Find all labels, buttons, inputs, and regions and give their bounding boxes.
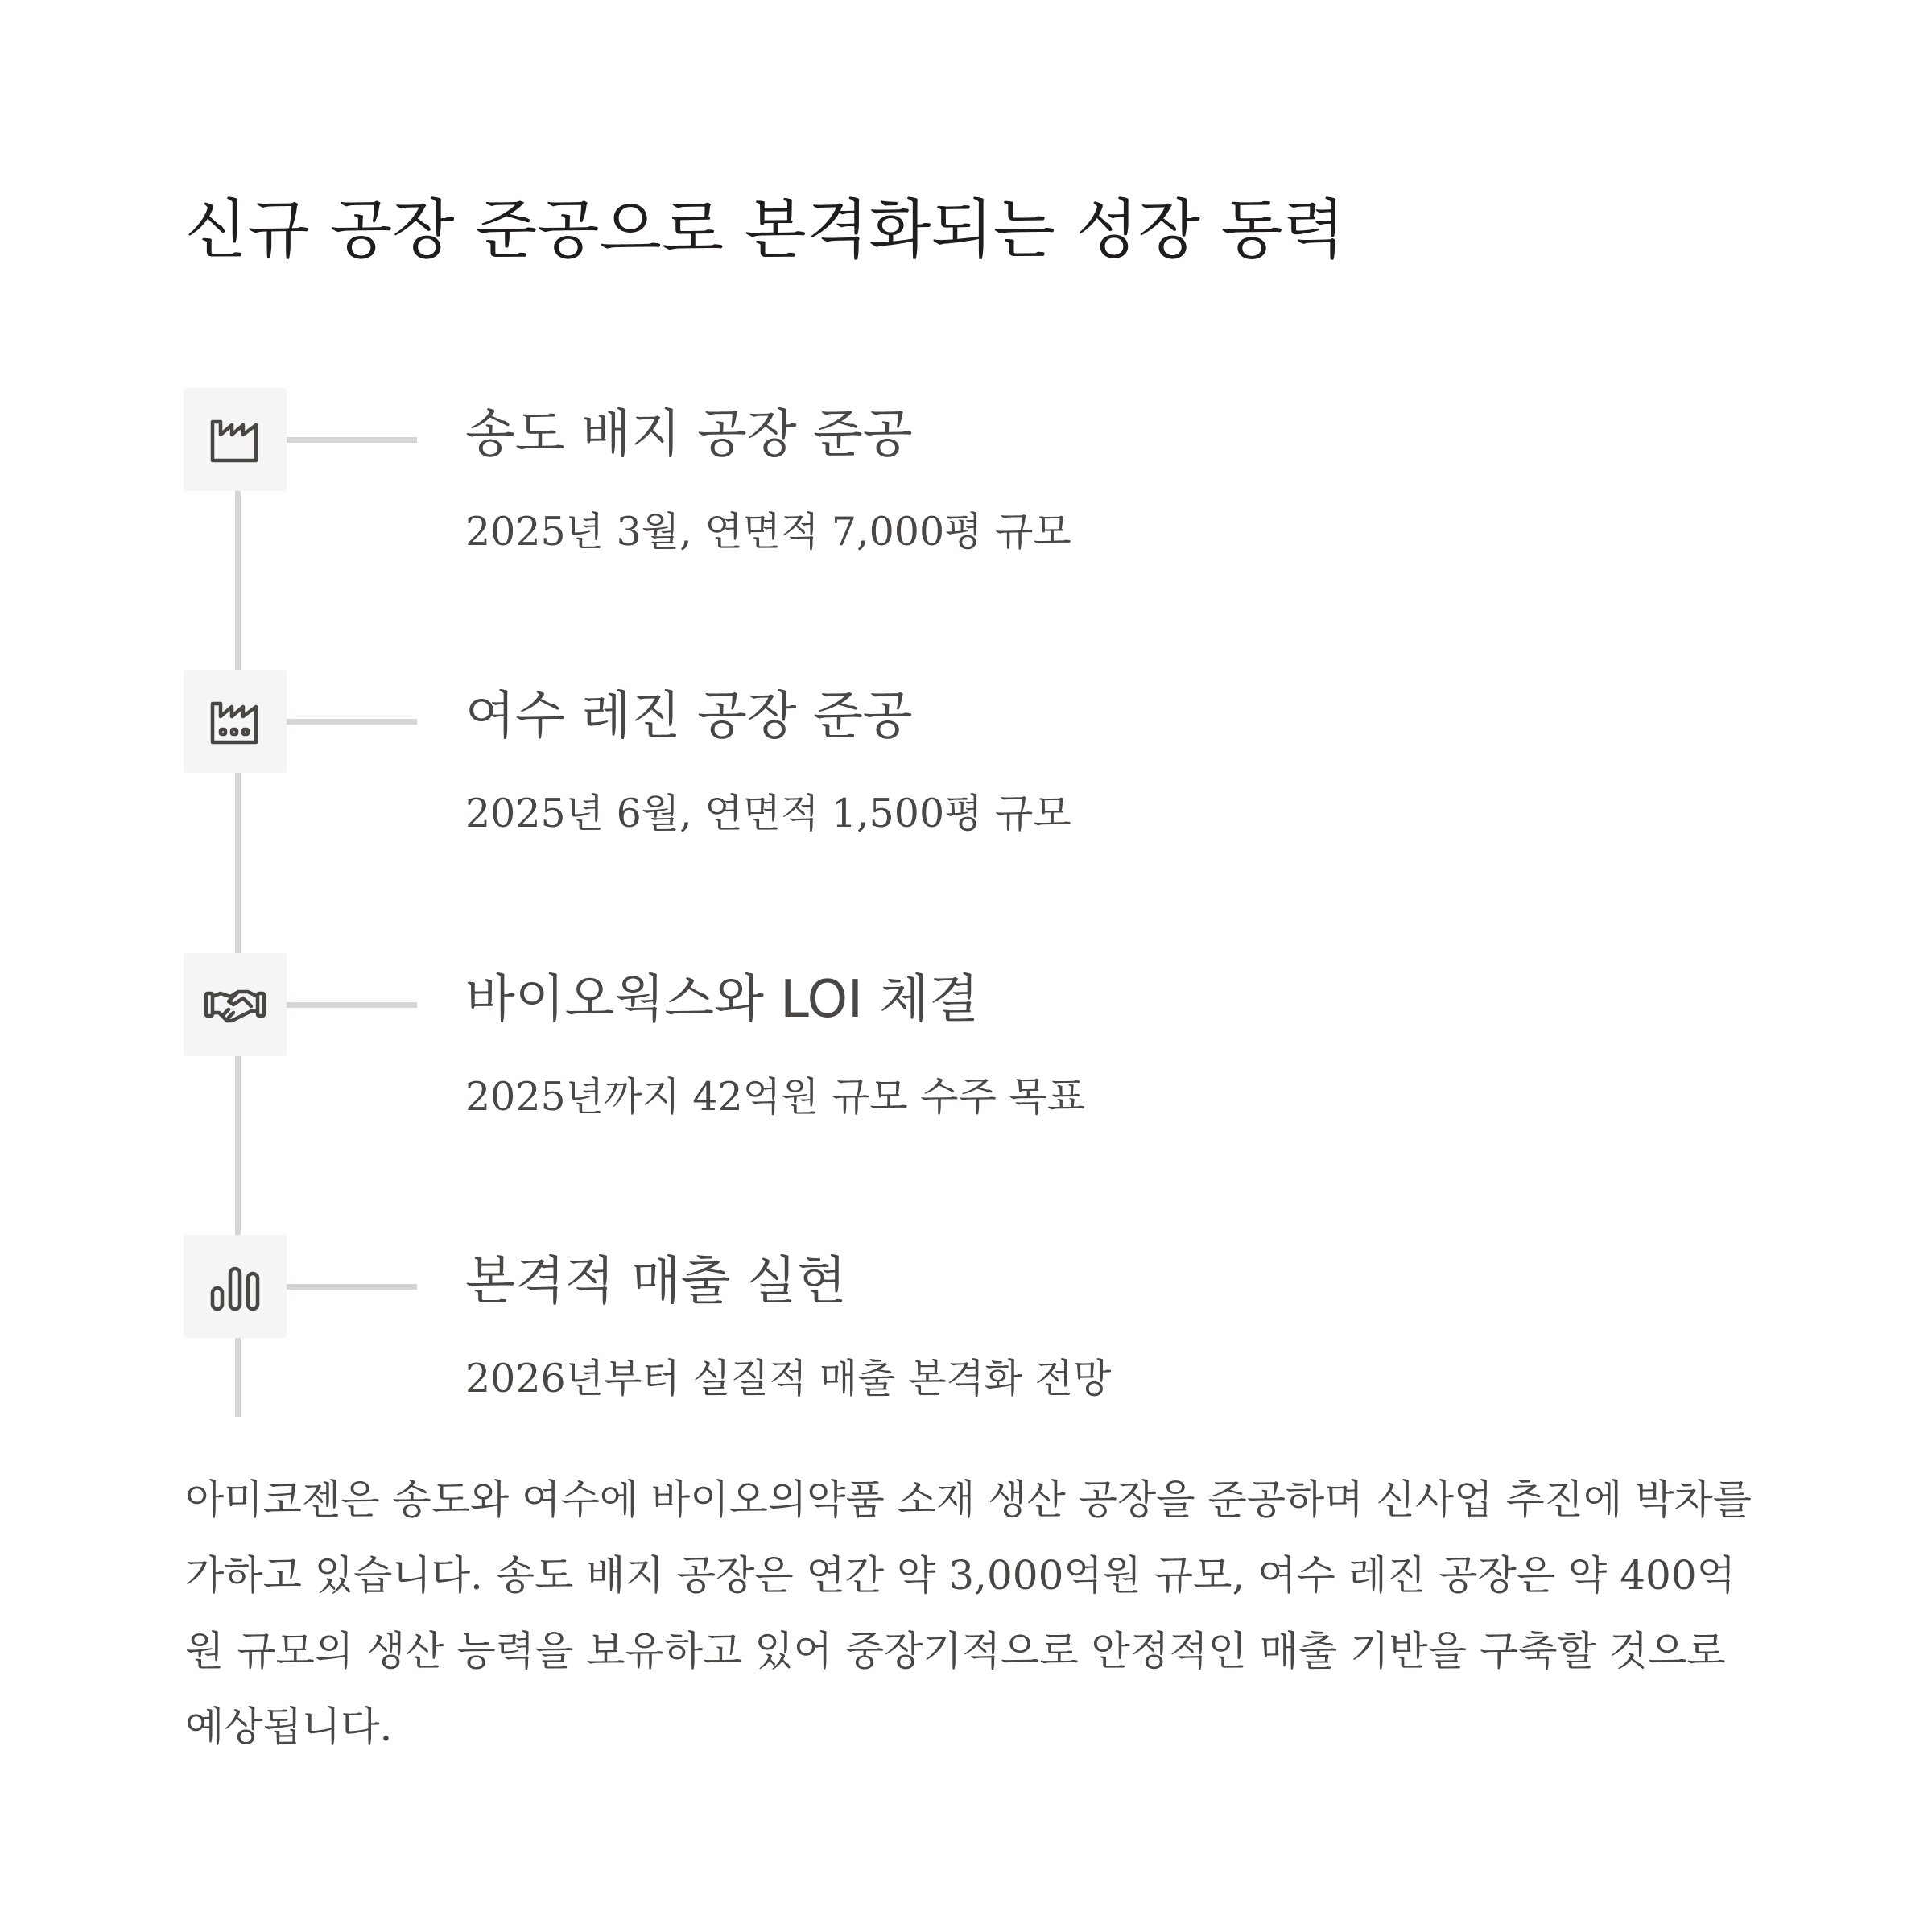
timeline-item-desc: 2025년 6월, 연면적 1,500평 규모 [465,791,1071,836]
timeline-item-revenue [0,1235,1932,1402]
handshake-icon [184,953,287,1056]
bar-chart-icon [184,1235,287,1338]
page-title: 신규 공장 준공으로 본격화되는 성장 동력 [185,192,1345,267]
summary-paragraph: 아미코젠은 송도와 여수에 바이오의약품 소재 생산 공장을 준공하며 신사업 추진에 박차를 가하고 있습니다. 송도 배지 공장은 연간 약 3,000억원 규모, 여수 레진 공장은 약 400억원 규모의 생산 능력을 보유하고 있어 중장기적으로 안정적인 매출 기반을 구축할 것으로 예상됩니다. [185,1476,1752,1750]
timeline-connector [287,437,417,443]
timeline-item-desc: 2025년 3월, 연면적 7,000평 규모 [465,509,1071,555]
timeline-item-title: 여수 레진 공장 준공 [465,687,913,746]
factory-icon [184,388,287,491]
timeline-item-desc: 2025년까지 42억원 규모 수주 목표 [465,1074,1086,1120]
timeline-item-yeosu [0,670,1932,836]
timeline-item-title: 바이오웍스와 LOI 체결 [465,970,979,1030]
timeline-item-songdo [0,388,1932,555]
industrial-factory-icon [184,670,287,773]
timeline-connector [287,1284,417,1290]
timeline-item-title: 본격적 매출 실현 [465,1252,847,1311]
timeline-item-title: 송도 배지 공장 준공 [465,405,913,464]
timeline-item-desc: 2026년부터 실질적 매출 본격화 전망 [465,1356,1112,1402]
timeline-connector [287,719,417,724]
timeline-item-bioworks [0,953,1932,1120]
timeline-connector [287,1002,417,1008]
